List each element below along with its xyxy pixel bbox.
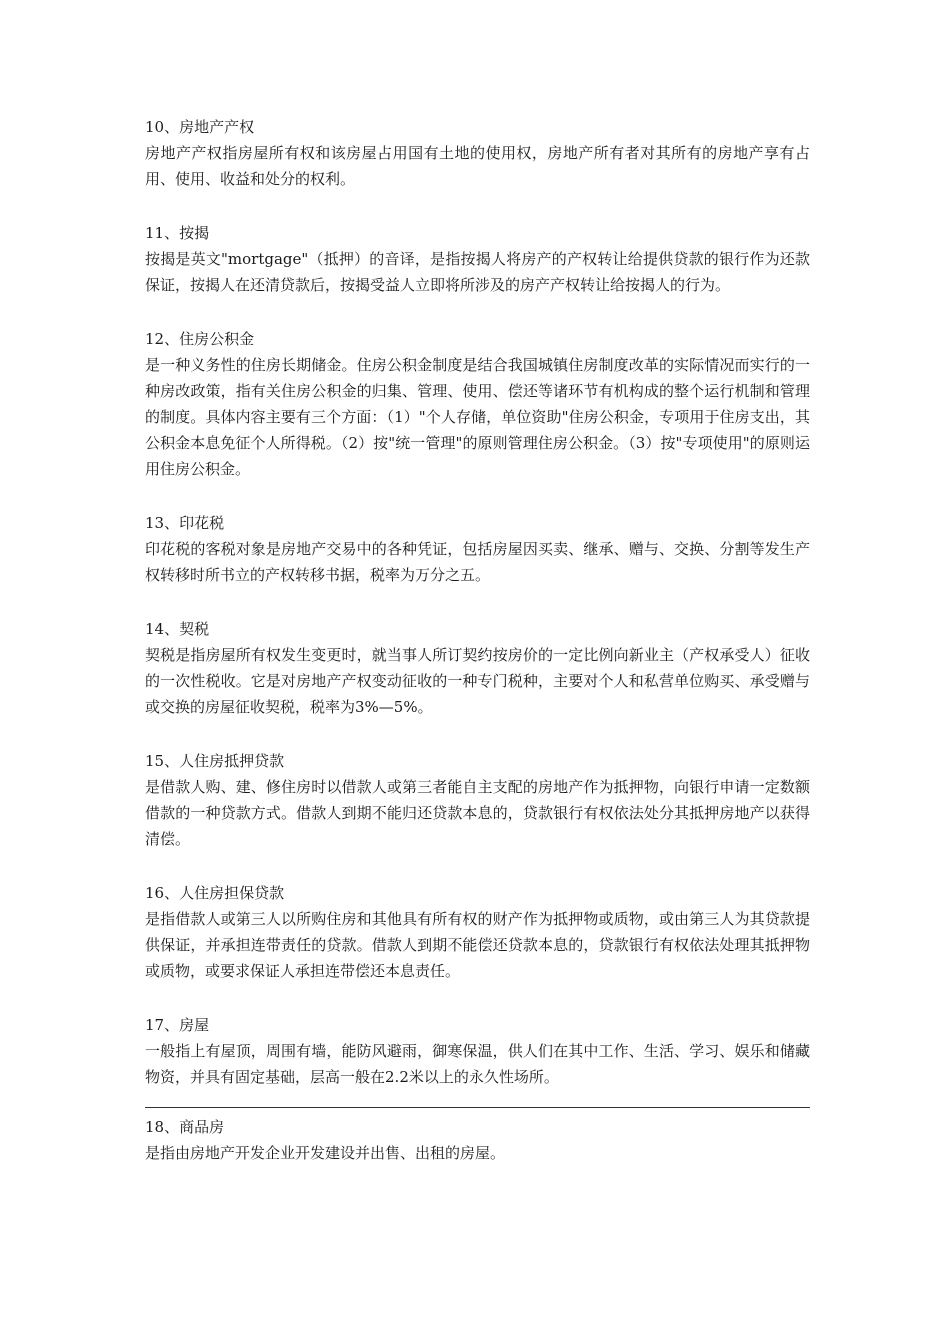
section-12 [145,326,810,482]
section-heading: 16、人住房担保贷款 [145,884,285,902]
section-16 [145,880,810,984]
section-14 [145,616,810,720]
section-heading: 15、人住房抵押贷款 [145,752,285,770]
section-11 [145,220,810,298]
section-18 [145,1114,810,1166]
section-body: 房地产产权指房屋所有权和该房屋占用国有土地的使用权，房地产所有者对其所有的房地产享有占用、使用、收益和处分的权利。 [145,144,810,188]
section-body: 是借款人购、建、修住房时以借款人或第三者能自主支配的房地产作为抵押物，向银行申请一定数额借款的一种贷款方式。借款人到期不能归还贷款本息的，贷款银行有权依法处分其抵押房地产以获得清偿。 [145,778,810,848]
section-body: 是指由房地产开发企业开发建设并出售、出租的房屋。 [145,1144,506,1162]
section-body: 是指借款人或第三人以所购住房和其他具有所有权的财产作为抵押物或质物，或由第三人为其贷款提供保证，并承担连带责任的贷款。借款人到期不能偿还贷款本息的，贷款银行有权依法处理其抵押物或质物，或要求保证人承担连带偿还本息责任。 [145,910,810,980]
document-page [145,114,810,1194]
section-body: 印花税的客税对象是房地产交易中的各种凭证，包括房屋因买卖、继承、赠与、交换、分割等发生产权转移时所书立的产权转移书据，税率为万分之五。 [145,540,810,584]
horizontal-divider [145,1107,810,1108]
section-17 [145,1012,810,1090]
section-heading: 17、房屋 [145,1016,210,1034]
section-body: 契税是指房屋所有权发生变更时，就当事人所订契约按房价的一定比例向新业主（产权承受人）征收的一次性税收。它是对房地产产权变动征收的一种专门税种，主要对个人和私营单位购买、承受赠与或交换的房屋征收契税，税率为3%—5%。 [145,646,810,716]
section-heading: 13、印花税 [145,514,225,532]
section-heading: 12、住房公积金 [145,330,255,348]
section-heading: 11、按揭 [145,224,210,242]
section-13 [145,510,810,588]
section-body: 一般指上有屋顶，周围有墙，能防风避雨，御寒保温，供人们在其中工作、生活、学习、娱乐和储藏物资，并具有固定基础，层高一般在2.2米以上的永久性场所。 [145,1042,810,1086]
section-body: 按揭是英文"mortgage"（抵押）的音译，是指按揭人将房产的产权转让给提供贷款的银行作为还款保证，按揭人在还清贷款后，按揭受益人立即将所涉及的房产产权转让给按揭人的行为。 [145,250,810,294]
section-heading: 14、契税 [145,620,210,638]
section-heading: 10、房地产产权 [145,118,255,136]
section-body: 是一种义务性的住房长期储金。住房公积金制度是结合我国城镇住房制度改革的实际情况而实行的一种房改政策，指有关住房公积金的归集、管理、使用、偿还等诸环节有机构成的整个运行机制和管理的制度。具体内容主要有三个方面：（1）"个人存储，单位资助"住房公积金，专项用于住房支出，其公积金本息免征个人所得税。（2）按"统一管理"的原则管理住房公积金。（3）按"专项使用"的原则运用住房公积金。 [145,356,810,478]
section-10 [145,114,810,192]
section-15 [145,748,810,852]
section-heading: 18、商品房 [145,1118,225,1136]
